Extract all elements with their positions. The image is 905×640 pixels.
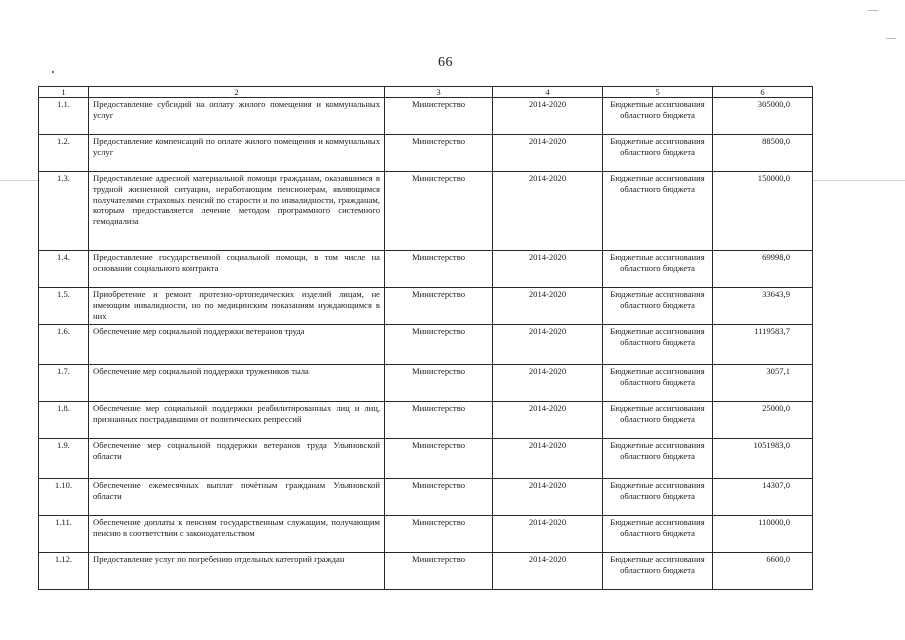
- row-number: 1.10.: [39, 479, 89, 516]
- measure-name: Приобретение и ремонт протезно-ортопедических изделий лицам, не имеющим инвалидности, но по медицинским показаниям нуждающимся в них: [89, 288, 385, 325]
- column-number: 3: [385, 87, 493, 98]
- funding-source: Бюджетные ассигнования областного бюджета: [603, 479, 713, 516]
- period: 2014-2020: [493, 439, 603, 479]
- funding-amount: 305000,0: [713, 98, 813, 135]
- table-row: [39, 365, 813, 402]
- row-number: 1.6.: [39, 325, 89, 365]
- scan-mark: [868, 10, 878, 11]
- table-row: [39, 402, 813, 439]
- table-row: [39, 553, 813, 590]
- funding-amount: 150000,0: [713, 172, 813, 251]
- funding-source: Бюджетные ассигнования областного бюджета: [603, 365, 713, 402]
- program-measures-table: [38, 86, 813, 590]
- table-row: [39, 98, 813, 135]
- row-number: 1.4.: [39, 251, 89, 288]
- column-number-row: [39, 87, 813, 98]
- funding-source: Бюджетные ассигнования областного бюджета: [603, 251, 713, 288]
- column-number: 6: [713, 87, 813, 98]
- executor: Министерство: [385, 553, 493, 590]
- row-number: 1.7.: [39, 365, 89, 402]
- period: 2014-2020: [493, 479, 603, 516]
- executor: Министерство: [385, 402, 493, 439]
- funding-source: Бюджетные ассигнования областного бюджета: [603, 439, 713, 479]
- period: 2014-2020: [493, 251, 603, 288]
- funding-source: Бюджетные ассигнования областного бюджета: [603, 553, 713, 590]
- executor: Министерство: [385, 98, 493, 135]
- measure-name: Обеспечение мер социальной поддержки тружеников тыла: [89, 365, 385, 402]
- column-number: 5: [603, 87, 713, 98]
- funding-amount: 110000,0: [713, 516, 813, 553]
- executor: Министерство: [385, 479, 493, 516]
- row-number: 1.8.: [39, 402, 89, 439]
- period: 2014-2020: [493, 402, 603, 439]
- period: 2014-2020: [493, 98, 603, 135]
- table-row: [39, 439, 813, 479]
- measure-name: Предоставление услуг по погребению отдельных категорий граждан: [89, 553, 385, 590]
- column-number: 2: [89, 87, 385, 98]
- scan-mark: [886, 38, 896, 39]
- funding-source: Бюджетные ассигнования областного бюджета: [603, 402, 713, 439]
- row-number: 1.12.: [39, 553, 89, 590]
- executor: Министерство: [385, 365, 493, 402]
- funding-amount: 3057,1: [713, 365, 813, 402]
- table-row: [39, 516, 813, 553]
- funding-amount: 14307,0: [713, 479, 813, 516]
- measure-name: Предоставление компенсаций по оплате жилого помещения и коммунальных услуг: [89, 135, 385, 172]
- row-number: 1.2.: [39, 135, 89, 172]
- measure-name: Обеспечение мер социальной поддержки ветеранов труда Ульяновской области: [89, 439, 385, 479]
- executor: Министерство: [385, 516, 493, 553]
- row-number: 1.1.: [39, 98, 89, 135]
- table-row: [39, 172, 813, 251]
- funding-source: Бюджетные ассигнования областного бюджета: [603, 325, 713, 365]
- row-number: 1.3.: [39, 172, 89, 251]
- executor: Министерство: [385, 172, 493, 251]
- period: 2014-2020: [493, 325, 603, 365]
- funding-amount: 88500,0: [713, 135, 813, 172]
- measure-name: Предоставление субсидий на оплату жилого помещения и коммунальных услуг: [89, 98, 385, 135]
- measure-name: Предоставление государственной социальной помощи, в том числе на основании социального контракта: [89, 251, 385, 288]
- row-number: 1.11.: [39, 516, 89, 553]
- funding-source: Бюджетные ассигнования областного бюджета: [603, 135, 713, 172]
- funding-amount: 1051983,0: [713, 439, 813, 479]
- period: 2014-2020: [493, 288, 603, 325]
- column-number: 1: [39, 87, 89, 98]
- funding-amount: 33643,9: [713, 288, 813, 325]
- measure-name: Обеспечение ежемесячных выплат почётным гражданам Ульяновской области: [89, 479, 385, 516]
- measure-name: Обеспечение мер социальной поддержки ветеранов труда: [89, 325, 385, 365]
- table-row: [39, 325, 813, 365]
- period: 2014-2020: [493, 365, 603, 402]
- executor: Министерство: [385, 251, 493, 288]
- column-number: 4: [493, 87, 603, 98]
- executor: Министерство: [385, 439, 493, 479]
- page-number: 66: [438, 55, 453, 70]
- funding-source: Бюджетные ассигнования областного бюджета: [603, 98, 713, 135]
- measure-name: Предоставление адресной материальной помощи гражданам, оказавшимся в трудной жизненной ситуации, неработающим пенсионерам, являющимся получателями страховых пенсий по старости и по инвалидности, гражданам, которым предоставляется лечение методом программного системного гемодиализа: [89, 172, 385, 251]
- table-row: [39, 479, 813, 516]
- funding-amount: 69998,0: [713, 251, 813, 288]
- table-row: [39, 135, 813, 172]
- funding-source: Бюджетные ассигнования областного бюджета: [603, 172, 713, 251]
- funding-source: Бюджетные ассигнования областного бюджета: [603, 516, 713, 553]
- period: 2014-2020: [493, 172, 603, 251]
- period: 2014-2020: [493, 553, 603, 590]
- funding-source: Бюджетные ассигнования областного бюджета: [603, 288, 713, 325]
- table-row: [39, 288, 813, 325]
- row-number: 1.9.: [39, 439, 89, 479]
- funding-amount: 1119583,7: [713, 325, 813, 365]
- funding-amount: 25000,0: [713, 402, 813, 439]
- scan-edge-line: [0, 180, 38, 181]
- scan-mark: [52, 71, 54, 73]
- measure-name: Обеспечение мер социальной поддержки реабилитированных лиц и лиц, признанных пострадавшими от политических репрессий: [89, 402, 385, 439]
- table-row: [39, 251, 813, 288]
- executor: Министерство: [385, 288, 493, 325]
- period: 2014-2020: [493, 135, 603, 172]
- measure-name: Обеспечение доплаты к пенсиям государственным служащим, получающим пенсию в соответствии с законодательством: [89, 516, 385, 553]
- period: 2014-2020: [493, 516, 603, 553]
- scan-edge-line: [813, 180, 905, 181]
- executor: Министерство: [385, 135, 493, 172]
- row-number: 1.5.: [39, 288, 89, 325]
- executor: Министерство: [385, 325, 493, 365]
- funding-amount: 6600,0: [713, 553, 813, 590]
